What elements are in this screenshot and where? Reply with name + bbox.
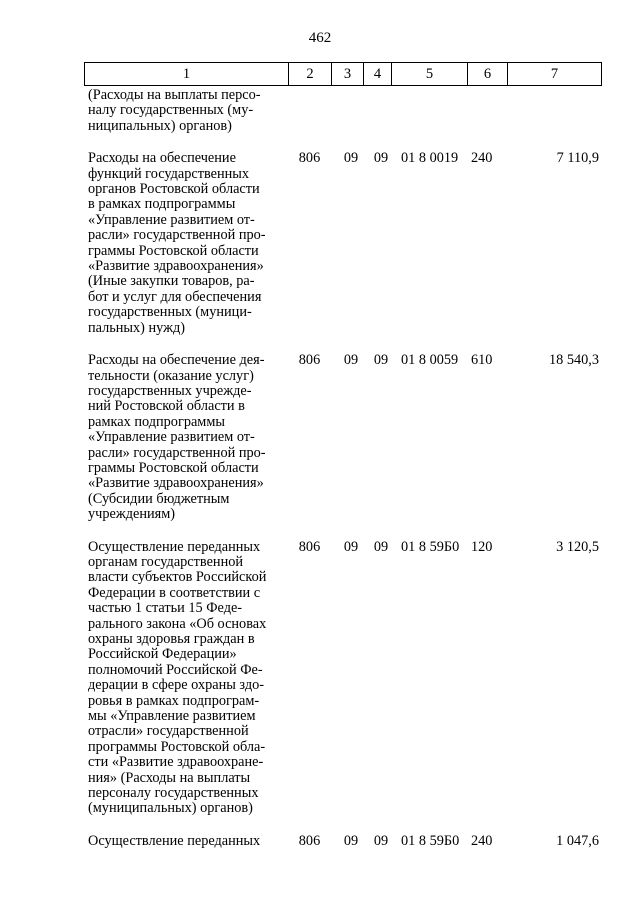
- column-header-5: 5: [392, 63, 468, 86]
- row-expense-type: 120: [471, 538, 493, 555]
- column-header-2: 2: [289, 63, 332, 86]
- row-description: (Расходы на выплаты персо- налу государственных (му- ниципальных) органов): [88, 87, 261, 134]
- row-expense-type: 240: [471, 832, 493, 849]
- row-subsection-code: 09: [373, 538, 389, 555]
- page-number: 462: [308, 30, 332, 46]
- column-header-3: 3: [332, 63, 364, 86]
- row-section-code: 09: [343, 832, 359, 849]
- row-description: Осуществление переданных органам государственной власти субъектов Российской Федерации в соответствии с частью 1 статьи 15 Феде- рального закона «Об основах охраны здоровья граждан в Российской Федерации» полномочий Российской Фе- дерации в сфере охраны здо- ровья в рамках подпрограм- мы «Управление развитием отрасли» государственной программы Ростовской обла- сти «Развитие здравоохране- ния» (Расходы на выплаты персоналу государственных (муниципальных) органов): [88, 538, 267, 817]
- row-target-code: 01 8 59Б0: [401, 538, 460, 555]
- row-ministry-code: 806: [298, 150, 321, 167]
- column-header-4: 4: [364, 63, 392, 86]
- table-row: [84, 88, 601, 134]
- row-description: Осуществление переданных: [88, 832, 261, 849]
- row-amount: 1 047,6: [556, 832, 599, 849]
- row-section-code: 09: [343, 538, 359, 555]
- row-section-code: 09: [343, 352, 359, 369]
- row-amount: 7 110,9: [556, 150, 599, 167]
- row-expense-type: 240: [471, 150, 493, 167]
- table-row: [84, 540, 601, 817]
- row-description: Расходы на обеспечение дея- тельности (оказание услуг) государственных учрежде- ний Ростовской области в рамках подпрограммы «Управление развитием от- расли» государственной про- граммы Ростовской области «Развитие здравоохранения» (Субсидии бюджетным учреждениям): [88, 352, 266, 523]
- column-header-6: 6: [468, 63, 508, 86]
- row-target-code: 01 8 0019: [401, 150, 459, 167]
- row-amount: 18 540,3: [548, 352, 599, 369]
- row-subsection-code: 09: [373, 150, 389, 167]
- column-header-row: [85, 63, 602, 86]
- table-row: [84, 151, 601, 336]
- row-target-code: 01 8 0059: [401, 352, 459, 369]
- row-target-code: 01 8 59Б0: [401, 832, 460, 849]
- row-description: Расходы на обеспечение функций государственных органов Ростовской области в рамках подпрограммы «Управление развитием от- расли» государственной про- граммы Ростовской области «Развитие здравоохранения» (Иные закупки товаров, ра- бот и услуг для обеспечения государственных (муници- пальных) нужд): [88, 150, 266, 336]
- column-header-1: 1: [85, 63, 289, 86]
- table-row: [84, 353, 601, 522]
- row-subsection-code: 09: [373, 832, 389, 849]
- table-body: [84, 88, 601, 866]
- column-header-7: 7: [508, 63, 602, 86]
- row-subsection-code: 09: [373, 352, 389, 369]
- row-expense-type: 610: [471, 352, 493, 369]
- row-section-code: 09: [343, 150, 359, 167]
- row-ministry-code: 806: [298, 832, 321, 849]
- table-row: [84, 834, 601, 849]
- row-ministry-code: 806: [298, 352, 321, 369]
- column-header-table: [84, 62, 602, 86]
- row-amount: 3 120,5: [556, 538, 599, 555]
- row-ministry-code: 806: [298, 538, 321, 555]
